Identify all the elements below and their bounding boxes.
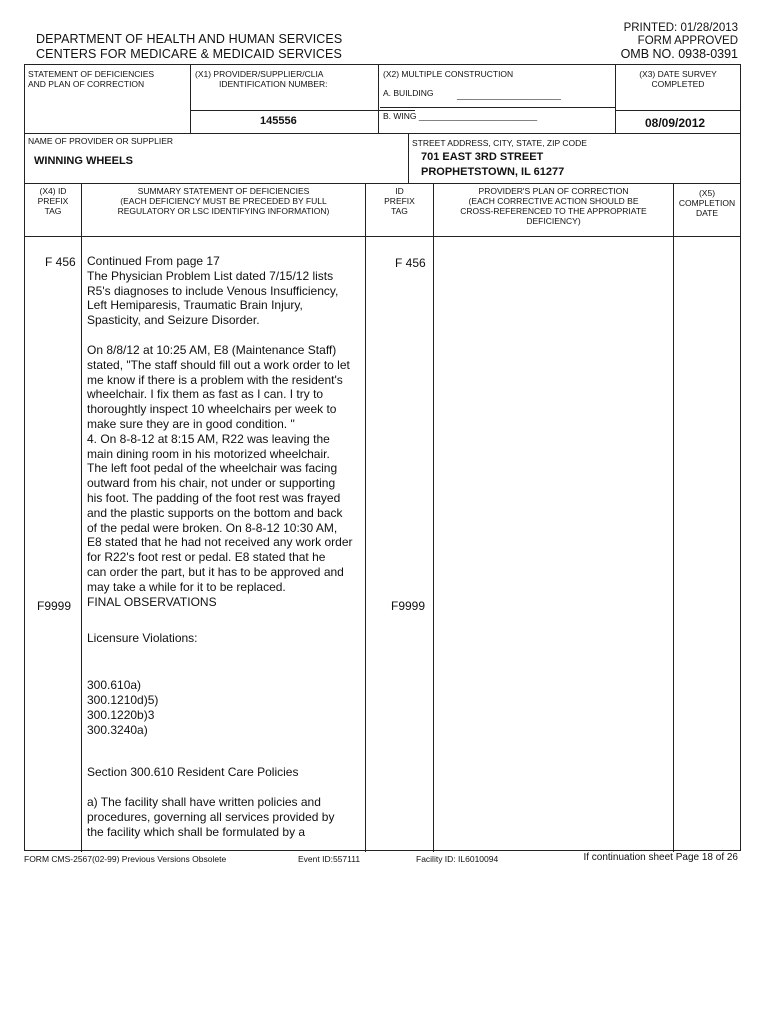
summary-header <box>82 186 365 216</box>
dept-line-2: CENTERS FOR MEDICARE & MEDICAID SERVICES <box>36 47 342 61</box>
x5-header <box>674 188 740 218</box>
x4-header-2: PREFIX <box>37 196 69 206</box>
x5-header-3: DATE <box>695 208 719 218</box>
statement-label-2: AND PLAN OF CORRECTION <box>28 79 145 89</box>
footer-event-id: Event ID:557111 <box>298 854 361 864</box>
prefix-tag-f9999: F9999 <box>37 599 72 613</box>
footer-page-number: If continuation sheet Page 18 of 26 <box>583 852 738 863</box>
id-header <box>366 186 433 216</box>
address-line-2: PROPHETSTOWN, IL 61277 <box>421 166 565 178</box>
plan-header-1: PROVIDER'S PLAN OF CORRECTION <box>478 186 629 196</box>
address-left-border <box>408 133 409 183</box>
col-id-border <box>433 183 434 852</box>
x1-label-2: IDENTIFICATION NUMBER: <box>219 79 328 89</box>
col-summary-border <box>365 183 366 852</box>
x3-label <box>617 69 739 89</box>
para-policies: a) The facility shall have written policies and procedures, governing all services provided by the facility which shall be formulated by a <box>87 795 335 839</box>
footer-form-id: FORM CMS-2567(02-99) Previous Versions Obsolete <box>24 854 227 864</box>
address-line-1: 701 EAST 3RD STREET <box>421 151 544 163</box>
x3-value: 08/09/2012 <box>645 116 706 130</box>
x1-label-1: (X1) PROVIDER/SUPPLIER/CLIA <box>195 69 324 79</box>
omb-number: OMB NO. 0938-0391 <box>620 47 738 61</box>
printed-date: PRINTED: 01/28/2013 <box>623 22 738 34</box>
x3-divider <box>615 110 740 111</box>
x2-building-label: A. BUILDING <box>383 88 434 98</box>
para-licensure: Licensure Violations: <box>87 631 198 646</box>
x3-left-border <box>615 65 616 133</box>
x3-label-2: COMPLETED <box>651 79 705 89</box>
provider-label: NAME OF PROVIDER OR SUPPLIER <box>28 136 173 146</box>
summary-header-1: SUMMARY STATEMENT OF DEFICIENCIES <box>137 186 310 196</box>
prefix-tag-f456: F 456 <box>45 255 76 269</box>
id-header-1: ID <box>395 186 404 196</box>
para-section-title: Section 300.610 Resident Care Policies <box>87 765 299 780</box>
plan-header <box>434 186 673 226</box>
form-approval-header <box>621 22 738 61</box>
id-header-3: TAG <box>391 206 408 216</box>
col-x4-border <box>81 183 82 852</box>
x1-left-border <box>190 65 191 133</box>
id-tag-f9999: F9999 <box>391 599 426 613</box>
plan-header-4: DEFICIENCY) <box>526 216 581 226</box>
para-observation: On 8/8/12 at 10:25 AM, E8 (Maintenance Staff) stated, "The staff should fill out a work order to let me know if there is a problem with the resident's wheelchair. I fix them as fast as I can. I try to thoroughtly inspect 10 wheelchairs per week to make sure they are in good condition. " 4. On 8-8-12 at 8:15 AM, R22 was leaving the main dining room in his motorized wheelchair. The left foot pedal of the wheelchair was facing outward from his chair, not under or supporting his foot. The padding of the foot rest was frayed and the plastic supports on the bottom and back of the pedal were broken. On 8-8-12 10:30 AM, E8 stated that he had not received any work order for R22's foot rest or pedal. E8 stated that he can order the part, but it has to be approved and may take a while for it to be replaced. <box>87 342 353 594</box>
id-tag-f456: F 456 <box>395 256 426 270</box>
col-plan-border <box>673 183 674 852</box>
summary-header-2: (EACH DEFICIENCY MUST BE PRECEDED BY FULL <box>120 196 327 206</box>
plan-header-3: CROSS-REFERENCED TO THE APPROPRIATE <box>460 206 647 216</box>
statement-label-1: STATEMENT OF DEFICIENCIES <box>28 69 155 79</box>
row-divider-columns <box>25 236 740 237</box>
provider-value: WINNING WHEELS <box>34 155 133 167</box>
row-divider-top <box>25 133 740 134</box>
deficiency-form <box>24 64 741 851</box>
x1-divider <box>190 110 415 111</box>
address-label: STREET ADDRESS, CITY, STATE, ZIP CODE <box>412 138 587 148</box>
para-regulations: 300.610a) 300.1210d)5) 300.1220b)3 300.3240a) <box>87 678 159 737</box>
x4-header-1: (X4) ID <box>39 186 67 196</box>
x2-label: (X2) MULTIPLE CONSTRUCTION <box>383 69 514 79</box>
x4-header <box>25 186 81 216</box>
x2-building-blank: ______________________ <box>457 90 562 100</box>
footer-facility-id: Facility ID: IL6010094 <box>416 854 499 864</box>
x2-wing-label: B. WING _________________________ <box>383 111 538 121</box>
x2-divider <box>380 107 615 108</box>
para-final-observations: FINAL OBSERVATIONS <box>87 594 217 609</box>
summary-header-3: REGULATORY OR LSC IDENTIFYING INFORMATION) <box>117 206 330 216</box>
x1-label <box>195 69 375 89</box>
row-divider-header <box>25 183 740 184</box>
statement-label <box>28 69 154 89</box>
id-header-2: PREFIX <box>384 196 415 206</box>
x3-label-1: (X3) DATE SURVEY <box>639 69 717 79</box>
agency-header <box>36 32 342 62</box>
x4-header-3: TAG <box>44 206 62 216</box>
dept-line-1: DEPARTMENT OF HEALTH AND HUMAN SERVICES <box>36 32 343 46</box>
form-approved: FORM APPROVED <box>637 35 738 47</box>
deficiency-text <box>87 254 363 855</box>
x1-value: 145556 <box>260 115 297 127</box>
plan-header-2: (EACH CORRECTIVE ACTION SHOULD BE <box>468 196 639 206</box>
x5-header-1: (X5) <box>698 188 716 198</box>
x2-left-border <box>378 65 379 133</box>
para-continued: Continued From page 17 The Physician Problem List dated 7/15/12 lists R5's diagnoses to include Venous Insufficiency, Left Hemiparesis, Traumatic Brain Injury, Spasticity, and Seizure Disorder. <box>87 254 339 328</box>
x5-header-2: COMPLETION <box>678 198 736 208</box>
